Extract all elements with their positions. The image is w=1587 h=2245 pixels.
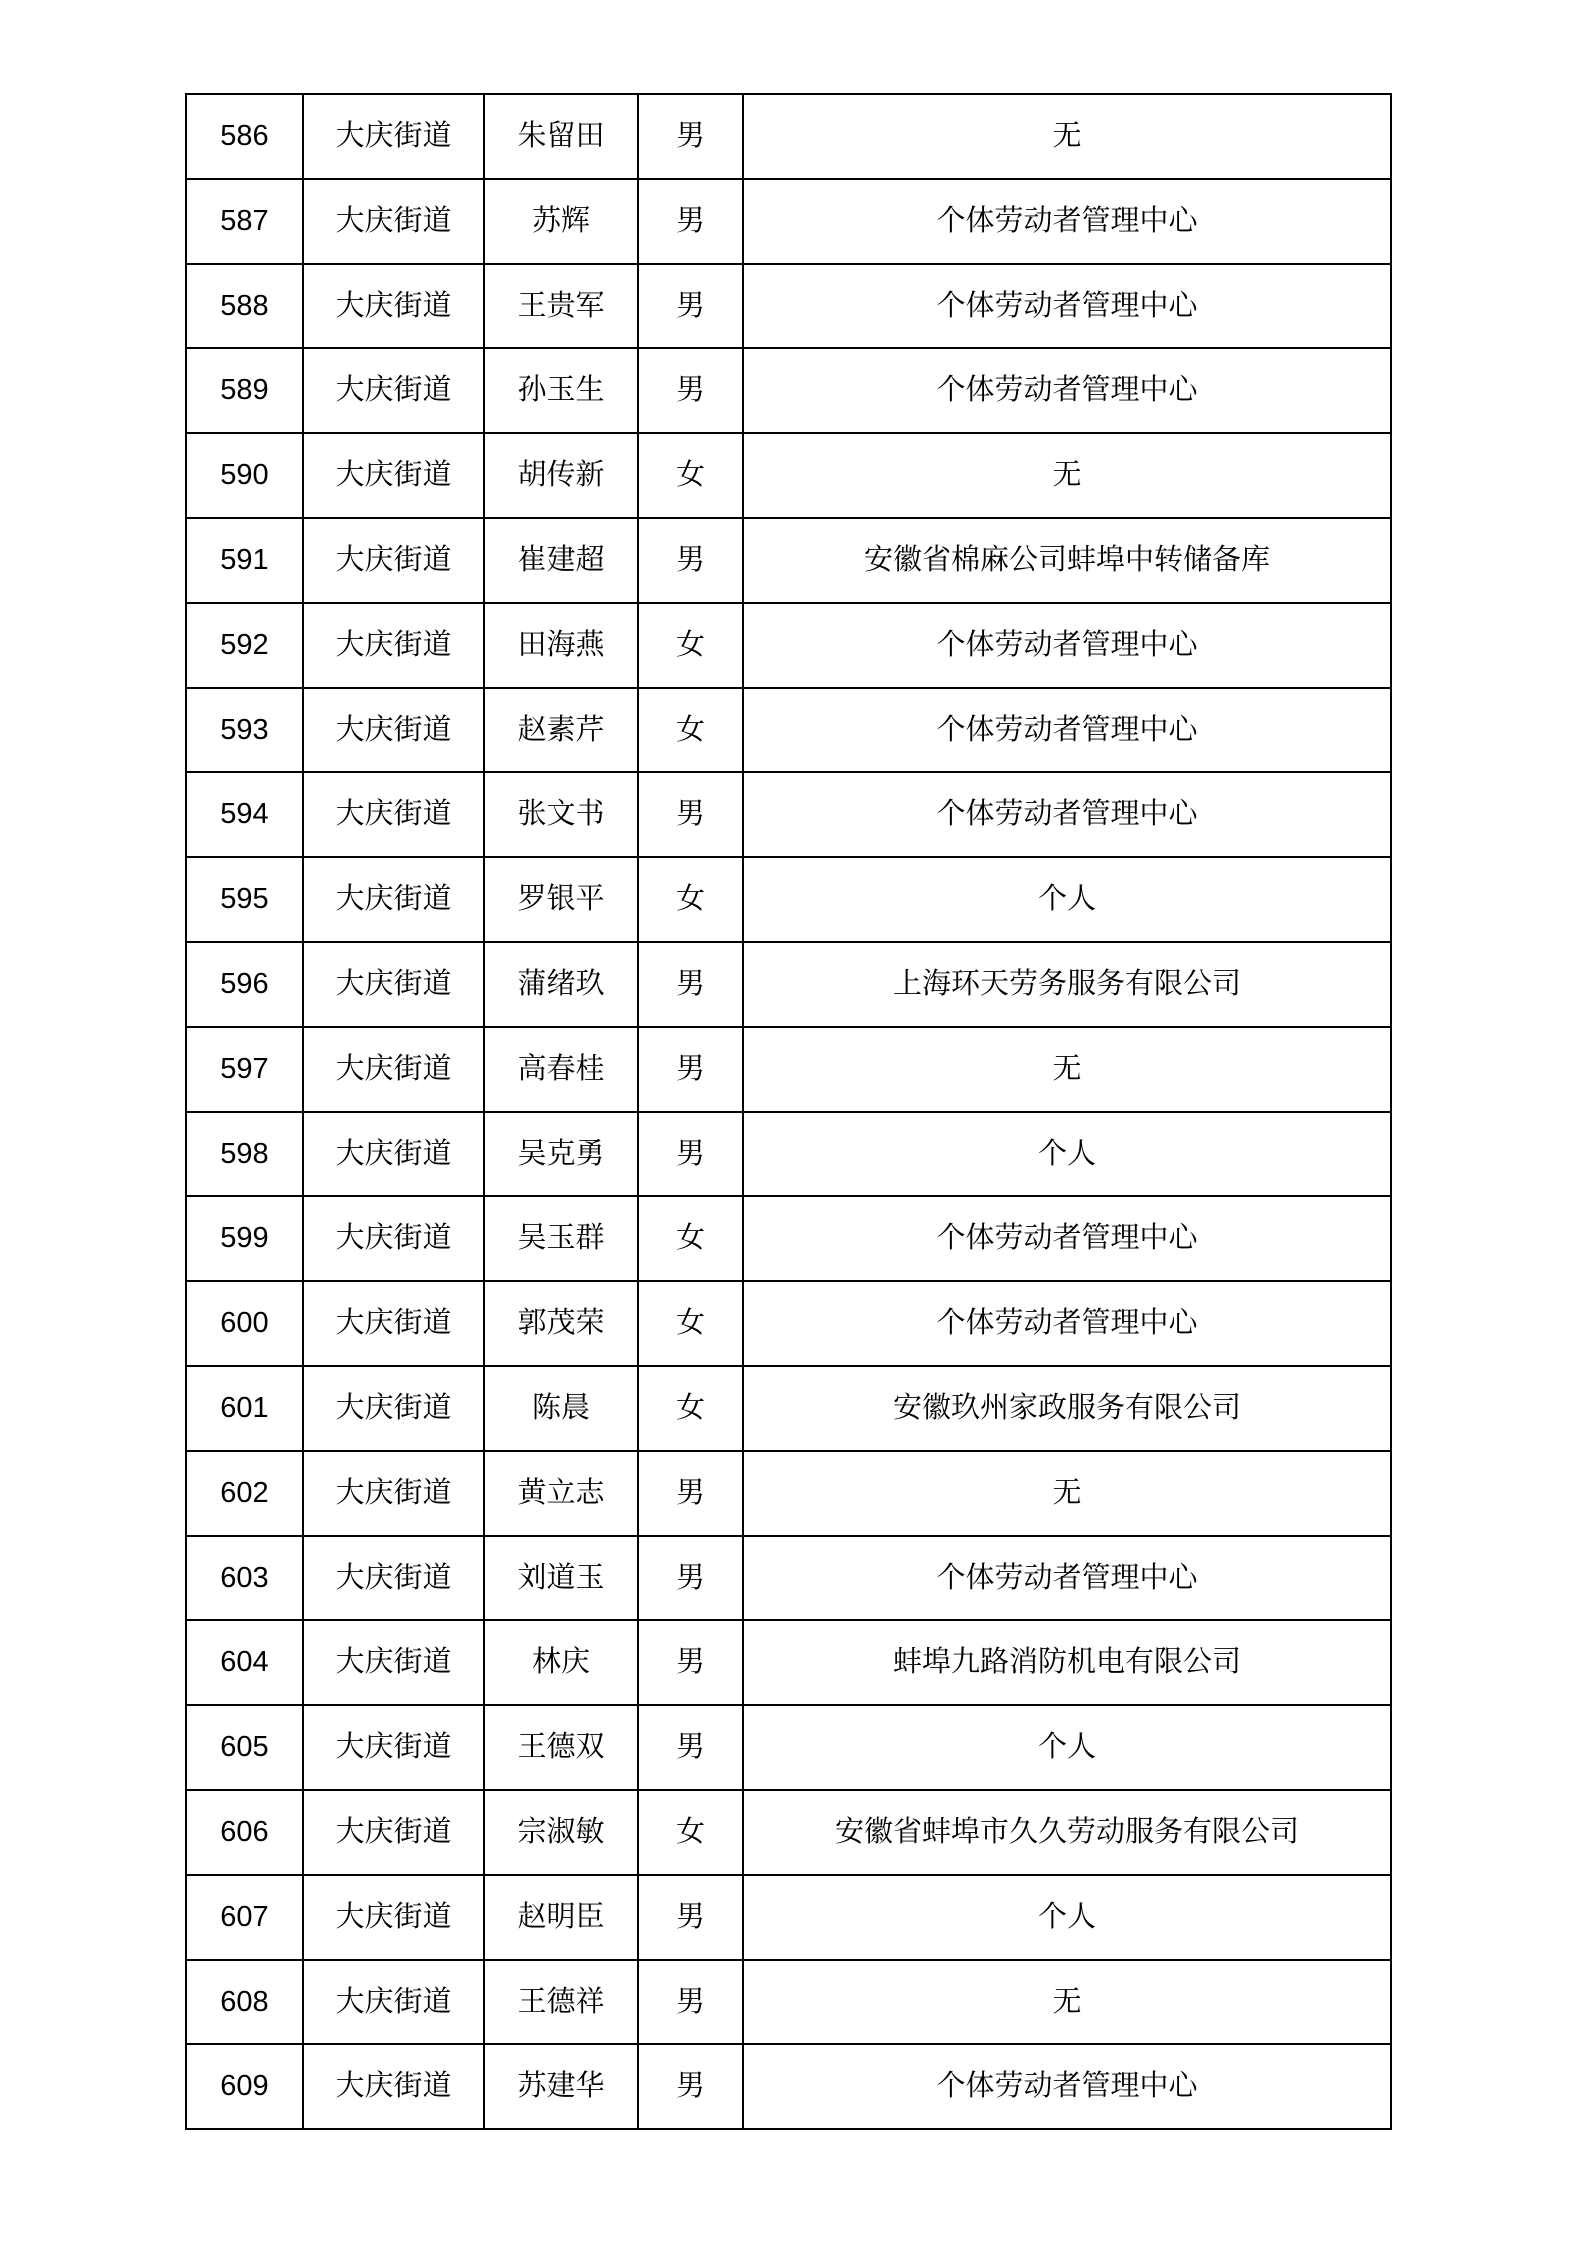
cell-name: 朱留田 <box>484 94 638 179</box>
cell-gender: 女 <box>638 1281 743 1366</box>
cell-unit: 个体劳动者管理中心 <box>743 348 1391 433</box>
cell-gender: 男 <box>638 772 743 857</box>
cell-street: 大庆街道 <box>303 1960 484 2045</box>
cell-unit: 个人 <box>743 1112 1391 1197</box>
cell-gender: 女 <box>638 433 743 518</box>
cell-name: 张文书 <box>484 772 638 857</box>
cell-name: 郭茂荣 <box>484 1281 638 1366</box>
cell-gender: 女 <box>638 603 743 688</box>
table-row <box>186 688 1391 773</box>
cell-unit: 个体劳动者管理中心 <box>743 264 1391 349</box>
cell-street: 大庆街道 <box>303 1536 484 1621</box>
cell-name: 苏建华 <box>484 2044 638 2129</box>
cell-index: 595 <box>186 857 303 942</box>
cell-index: 608 <box>186 1960 303 2045</box>
cell-unit: 个体劳动者管理中心 <box>743 179 1391 264</box>
cell-name: 胡传新 <box>484 433 638 518</box>
cell-index: 603 <box>186 1536 303 1621</box>
cell-index: 593 <box>186 688 303 773</box>
table-row <box>186 1875 1391 1960</box>
cell-street: 大庆街道 <box>303 264 484 349</box>
cell-street: 大庆街道 <box>303 433 484 518</box>
cell-street: 大庆街道 <box>303 1620 484 1705</box>
table-row <box>186 1536 1391 1621</box>
table-row <box>186 348 1391 433</box>
table-row <box>186 603 1391 688</box>
cell-unit: 个人 <box>743 1705 1391 1790</box>
cell-index: 599 <box>186 1196 303 1281</box>
cell-name: 赵明臣 <box>484 1875 638 1960</box>
cell-unit: 安徽省蚌埠市久久劳动服务有限公司 <box>743 1790 1391 1875</box>
cell-index: 602 <box>186 1451 303 1536</box>
cell-name: 田海燕 <box>484 603 638 688</box>
cell-name: 孙玉生 <box>484 348 638 433</box>
table-row <box>186 1027 1391 1112</box>
cell-street: 大庆街道 <box>303 348 484 433</box>
cell-street: 大庆街道 <box>303 942 484 1027</box>
cell-street: 大庆街道 <box>303 1196 484 1281</box>
cell-gender: 男 <box>638 94 743 179</box>
cell-name: 崔建超 <box>484 518 638 603</box>
cell-index: 590 <box>186 433 303 518</box>
cell-unit: 个体劳动者管理中心 <box>743 1536 1391 1621</box>
cell-index: 592 <box>186 603 303 688</box>
cell-unit: 无 <box>743 1451 1391 1536</box>
table-row <box>186 433 1391 518</box>
cell-street: 大庆街道 <box>303 1875 484 1960</box>
cell-index: 607 <box>186 1875 303 1960</box>
cell-unit: 上海环天劳务服务有限公司 <box>743 942 1391 1027</box>
cell-index: 594 <box>186 772 303 857</box>
table-row <box>186 857 1391 942</box>
cell-index: 597 <box>186 1027 303 1112</box>
cell-gender: 男 <box>638 1112 743 1197</box>
cell-name: 赵素芹 <box>484 688 638 773</box>
cell-unit: 无 <box>743 1027 1391 1112</box>
cell-index: 598 <box>186 1112 303 1197</box>
cell-unit: 个体劳动者管理中心 <box>743 603 1391 688</box>
cell-street: 大庆街道 <box>303 94 484 179</box>
table-row <box>186 1620 1391 1705</box>
cell-index: 606 <box>186 1790 303 1875</box>
roster-table <box>185 93 1392 2130</box>
cell-name: 吴克勇 <box>484 1112 638 1197</box>
cell-unit: 无 <box>743 433 1391 518</box>
table-row <box>186 518 1391 603</box>
table-row <box>186 1790 1391 1875</box>
table-row <box>186 179 1391 264</box>
table-row <box>186 1960 1391 2045</box>
cell-unit: 无 <box>743 1960 1391 2045</box>
cell-gender: 男 <box>638 518 743 603</box>
cell-unit: 安徽省棉麻公司蚌埠中转储备库 <box>743 518 1391 603</box>
cell-street: 大庆街道 <box>303 1281 484 1366</box>
cell-name: 王德双 <box>484 1705 638 1790</box>
cell-name: 宗淑敏 <box>484 1790 638 1875</box>
cell-gender: 女 <box>638 1790 743 1875</box>
cell-gender: 女 <box>638 857 743 942</box>
cell-index: 589 <box>186 348 303 433</box>
cell-gender: 男 <box>638 1027 743 1112</box>
cell-street: 大庆街道 <box>303 1112 484 1197</box>
cell-street: 大庆街道 <box>303 1027 484 1112</box>
cell-name: 罗银平 <box>484 857 638 942</box>
table-row <box>186 94 1391 179</box>
cell-index: 609 <box>186 2044 303 2129</box>
cell-street: 大庆街道 <box>303 179 484 264</box>
cell-index: 601 <box>186 1366 303 1451</box>
cell-street: 大庆街道 <box>303 2044 484 2129</box>
cell-name: 蒲绪玖 <box>484 942 638 1027</box>
cell-street: 大庆街道 <box>303 1451 484 1536</box>
table-row <box>186 1705 1391 1790</box>
cell-street: 大庆街道 <box>303 772 484 857</box>
cell-gender: 男 <box>638 1960 743 2045</box>
cell-index: 587 <box>186 179 303 264</box>
table-row <box>186 772 1391 857</box>
cell-unit: 安徽玖州家政服务有限公司 <box>743 1366 1391 1451</box>
cell-index: 600 <box>186 1281 303 1366</box>
cell-street: 大庆街道 <box>303 1705 484 1790</box>
cell-gender: 男 <box>638 1875 743 1960</box>
cell-name: 高春桂 <box>484 1027 638 1112</box>
cell-name: 苏辉 <box>484 179 638 264</box>
cell-gender: 男 <box>638 264 743 349</box>
cell-unit: 无 <box>743 94 1391 179</box>
cell-gender: 男 <box>638 2044 743 2129</box>
cell-gender: 女 <box>638 1366 743 1451</box>
table-row <box>186 1281 1391 1366</box>
cell-gender: 男 <box>638 942 743 1027</box>
table-row <box>186 1366 1391 1451</box>
cell-index: 596 <box>186 942 303 1027</box>
table-row <box>186 1196 1391 1281</box>
cell-street: 大庆街道 <box>303 857 484 942</box>
cell-gender: 男 <box>638 1536 743 1621</box>
table-row <box>186 2044 1391 2129</box>
cell-unit: 个人 <box>743 1875 1391 1960</box>
cell-gender: 男 <box>638 348 743 433</box>
cell-unit: 蚌埠九路消防机电有限公司 <box>743 1620 1391 1705</box>
cell-name: 吴玉群 <box>484 1196 638 1281</box>
cell-index: 604 <box>186 1620 303 1705</box>
cell-gender: 女 <box>638 1196 743 1281</box>
cell-unit: 个体劳动者管理中心 <box>743 1196 1391 1281</box>
cell-name: 王德祥 <box>484 1960 638 2045</box>
cell-gender: 女 <box>638 688 743 773</box>
cell-index: 588 <box>186 264 303 349</box>
cell-street: 大庆街道 <box>303 1366 484 1451</box>
table-row <box>186 264 1391 349</box>
cell-street: 大庆街道 <box>303 688 484 773</box>
cell-index: 591 <box>186 518 303 603</box>
cell-street: 大庆街道 <box>303 518 484 603</box>
cell-gender: 男 <box>638 1451 743 1536</box>
cell-index: 586 <box>186 94 303 179</box>
cell-gender: 男 <box>638 179 743 264</box>
cell-index: 605 <box>186 1705 303 1790</box>
cell-gender: 男 <box>638 1620 743 1705</box>
table-row <box>186 1112 1391 1197</box>
cell-name: 黄立志 <box>484 1451 638 1536</box>
cell-unit: 个体劳动者管理中心 <box>743 1281 1391 1366</box>
cell-unit: 个体劳动者管理中心 <box>743 688 1391 773</box>
table-row <box>186 942 1391 1027</box>
cell-name: 陈晨 <box>484 1366 638 1451</box>
cell-unit: 个人 <box>743 857 1391 942</box>
table-row <box>186 1451 1391 1536</box>
cell-name: 刘道玉 <box>484 1536 638 1621</box>
cell-name: 王贵军 <box>484 264 638 349</box>
cell-street: 大庆街道 <box>303 603 484 688</box>
cell-gender: 男 <box>638 1705 743 1790</box>
cell-unit: 个体劳动者管理中心 <box>743 2044 1391 2129</box>
cell-name: 林庆 <box>484 1620 638 1705</box>
cell-street: 大庆街道 <box>303 1790 484 1875</box>
cell-unit: 个体劳动者管理中心 <box>743 772 1391 857</box>
